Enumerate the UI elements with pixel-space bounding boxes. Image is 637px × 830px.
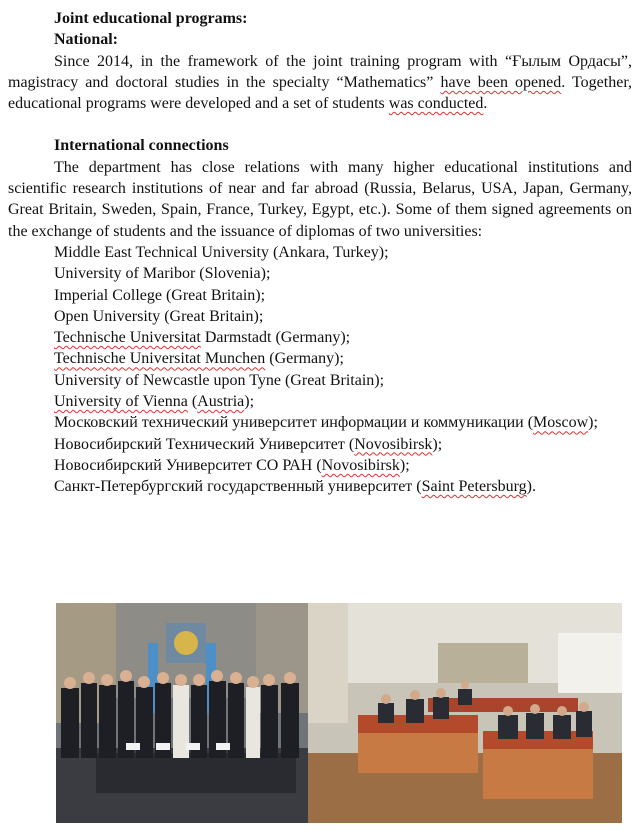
document-text bbox=[8, 8, 632, 498]
university-item: Новосибирский Университет СО РАН (Novosibirsk); bbox=[54, 456, 410, 474]
section-title: Joint educational programs: bbox=[54, 10, 248, 27]
international-paragraph: The department has close relations with many higher educational institutions and scientific research institutions of near and far abroad (Russia, Belarus, USA, Japan, Germany, Great Britain, Sweden, Spain, France, Turkey, Egypt, etc.). Some of them signed agreements on the exchange of students and the issuance of diplomas of two universities: bbox=[8, 158, 632, 240]
university-item: Новосибирский Технический Университет (Novosibirsk); bbox=[54, 435, 443, 453]
university-item: Open University (Great Britain); bbox=[54, 307, 264, 325]
university-item: University of Maribor (Slovenia); bbox=[54, 265, 271, 283]
university-item: University of Vienna (Austria); bbox=[54, 393, 255, 411]
conference-room-photo-icon bbox=[308, 603, 622, 823]
university-item: Middle East Technical University (Ankara, Turkey); bbox=[54, 243, 389, 261]
national-paragraph: Since 2014, in the framework of the joint training program with “Ғылым Ордасы”, magistracy and doctoral studies in the specialty “Mathematics” have been opened. Together, educational programs were developed and a set of students was conducted. bbox=[8, 52, 633, 113]
university-item: Санкт-Петербургский государственный университет (Saint Petersburg). bbox=[54, 478, 536, 496]
university-item: Technische Universitat Darmstadt (Germany); bbox=[54, 329, 351, 347]
group-photo-icon bbox=[56, 603, 308, 823]
university-item: Technische Universitat Munchen (Germany); bbox=[54, 350, 344, 368]
university-item: Imperial College (Great Britain); bbox=[54, 286, 266, 304]
university-item: Московский технический университет информации и коммуникации (Moscow); bbox=[54, 414, 598, 432]
university-item: University of Newcastle upon Tyne (Great Britain); bbox=[54, 371, 385, 389]
international-heading: International connections bbox=[54, 137, 229, 155]
national-heading: National: bbox=[54, 31, 118, 49]
